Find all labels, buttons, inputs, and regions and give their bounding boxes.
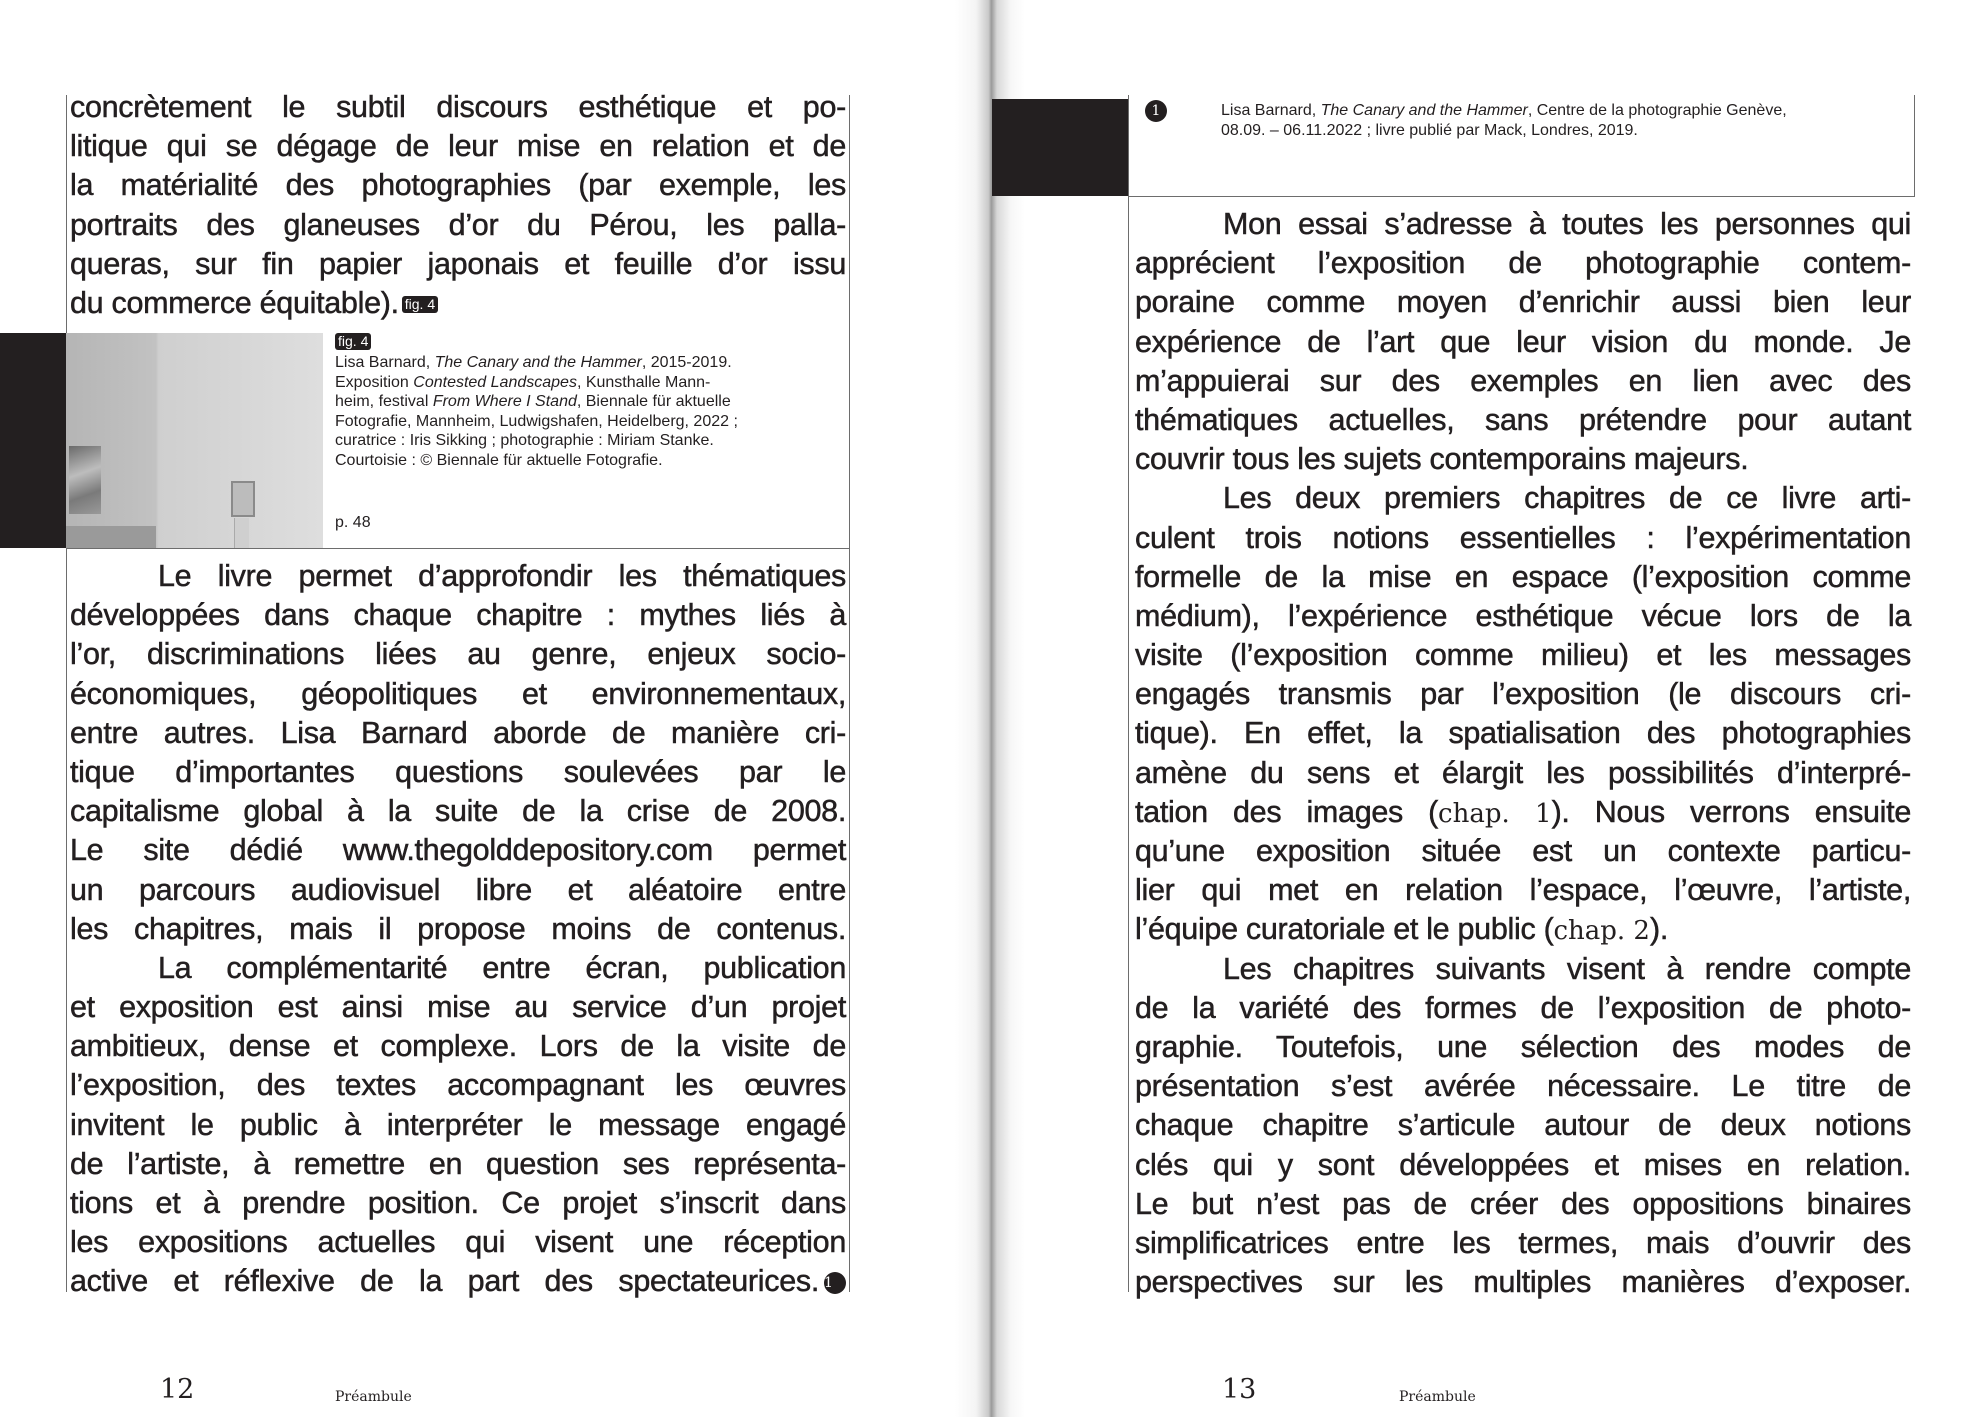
footnote-right-rule xyxy=(1914,95,1915,196)
text-line: chaque chapitre s’articule autour de deux notions xyxy=(1135,1108,1911,1143)
caption-text: Lisa Barnard, xyxy=(335,354,435,371)
caption-text: 08.09. – 06.11.2022 ; livre publié par Mack, Londres, 2019. xyxy=(1221,121,1638,139)
text-line: queras, sur fin papier japonais et feuille d’or issu xyxy=(70,246,846,281)
left-margin-rule xyxy=(1128,95,1129,1292)
black-margin-block xyxy=(992,99,1128,196)
caption-text: Fotografie, Mannheim, Ludwigshafen, Heidelberg, 2022 ; xyxy=(335,412,738,430)
text-line: présentation s’est avérée nécessaire. Le titre de xyxy=(1135,1069,1911,1104)
text-line: Le but n’est pas de créer des oppositions binaires xyxy=(1135,1186,1911,1221)
caption-lines xyxy=(335,353,835,471)
footnote-marker: 1 xyxy=(824,1272,846,1294)
text-line: de l’artiste, à remettre en question ses représenta- xyxy=(70,1146,846,1181)
text-line: litique qui se dégage de leur mise en relation et de xyxy=(70,129,846,164)
text-line: ambitieux, dense et complexe. Lors de la visite de xyxy=(70,1029,846,1064)
caption-text: heim, festival xyxy=(335,393,433,411)
text-line: l’exposition, des textes accompagnant les œuvres xyxy=(70,1068,846,1103)
italic-title: The Canary and the Hammer xyxy=(1320,102,1528,119)
text-line: formelle de la mise en espace (l’exposition comme xyxy=(1135,559,1911,594)
italic-title: The Canary and the Hammer xyxy=(434,354,642,371)
caption-line xyxy=(335,392,835,412)
photo-floor xyxy=(66,526,156,548)
text-line: économiques, géopolitiques et environnementaux, xyxy=(70,676,846,711)
text-line: développées dans chaque chapitre : mythes liés à xyxy=(70,598,846,633)
text-line: expérience de l’art que leur vision du monde. Je xyxy=(1135,324,1911,359)
photo-framed-print xyxy=(231,481,255,517)
photo-plinth xyxy=(234,518,249,548)
caption-text: , Kunsthalle Mann- xyxy=(576,373,711,391)
left-margin-rule xyxy=(66,95,67,1292)
footnote xyxy=(1151,101,1911,140)
text-line: l’or, discriminations liées au genre, enjeux socio- xyxy=(70,637,846,672)
footnote-text xyxy=(1221,101,1911,140)
right-body-text xyxy=(1135,205,1911,1302)
text-line: active et réflexive de la part des spectateurices. 1 xyxy=(70,1262,846,1301)
page-number: 12 xyxy=(160,1374,195,1405)
figure-4-caption xyxy=(335,333,835,531)
text-line: les chapitres, mais il propose moins de contenus. xyxy=(70,911,846,946)
text-line: thématiques actuelles, sans prétendre pour autant xyxy=(1135,402,1911,437)
text-line: du commerce équitable). fig. 4 xyxy=(70,284,846,323)
caption-line xyxy=(1221,121,1911,141)
text-line: tique). En effet, la spatialisation des photographies xyxy=(1135,716,1911,751)
italic-title: From Where I Stand xyxy=(432,393,577,411)
text-line: l’équipe curatoriale et le public (chap. 2). xyxy=(1135,912,1668,947)
italic-title: Contested Landscapes xyxy=(413,373,577,391)
text-line: Le site dédié www.thegolddepository.com permet xyxy=(70,833,846,868)
text-line: lier qui met en relation l’espace, l’œuvre, l’artiste, xyxy=(1135,873,1911,908)
chapter-reference: chap. 2 xyxy=(1553,916,1650,947)
text-line: Le livre permet d’approfondir les thématiques xyxy=(158,559,846,593)
caption-text: , Biennale für aktuelle xyxy=(576,393,731,411)
text-line: tions et à prendre position. Ce projet s’inscrit dans xyxy=(70,1186,846,1220)
black-margin-block xyxy=(0,333,66,548)
text-line: Les deux premiers chapitres de ce livre arti- xyxy=(1223,481,1911,516)
text-line: perspectives sur les multiples manières d’exposer. xyxy=(1135,1265,1911,1300)
text-line: la matérialité des photographies (par exemple, les xyxy=(70,168,846,203)
text-line: visite (l’exposition comme milieu) et les messages xyxy=(1135,638,1911,673)
figure-reference-badge: fig. 4 xyxy=(402,296,438,313)
caption-text: , Centre de la photographie Genève, xyxy=(1527,102,1787,119)
caption-line xyxy=(335,431,835,451)
caption-text: , 2015-2019. xyxy=(641,354,732,371)
text-line: tation des images (chap. 1). Nous verrons ensuite xyxy=(1135,794,1911,829)
caption-line xyxy=(335,353,835,373)
page-number: 13 xyxy=(1222,1374,1257,1405)
left-top-text xyxy=(70,88,846,323)
page-reference: p. 48 xyxy=(335,514,371,531)
text-line: amène du sens et élargit les possibilités d’interpré- xyxy=(1135,755,1911,790)
text-line: graphie. Toutefois, une sélection des modes de xyxy=(1135,1029,1911,1064)
figure-4-photo xyxy=(66,333,323,548)
caption-line xyxy=(335,373,835,393)
book-spine-shadow xyxy=(955,0,1025,1417)
text-line: concrètement le subtil discours esthétique et po- xyxy=(70,90,846,124)
text-line: entre autres. Lisa Barnard aborde de manière cri- xyxy=(70,715,846,750)
caption-line xyxy=(335,412,835,432)
text-line: portraits des glaneuses d’or du Pérou, les palla- xyxy=(70,207,846,242)
text-line: et exposition est ainsi mise au service d’un projet xyxy=(70,990,846,1025)
text-line: qu’une exposition située est un contexte particu- xyxy=(1135,834,1911,868)
caption-text: curatrice : Iris Sikking ; photographie : Miriam Stanke. xyxy=(335,432,714,450)
text-line: simplificatrices entre les termes, mais d’ouvrir des xyxy=(1135,1225,1911,1260)
running-head: Préambule xyxy=(335,1389,412,1405)
text-line: couvrir tous les sujets contemporains majeurs. xyxy=(1135,442,1749,477)
text-line: médium), l’expérience esthétique vécue lors de la xyxy=(1135,598,1911,633)
running-head: Préambule xyxy=(1399,1389,1476,1405)
right-margin-rule xyxy=(849,95,850,1292)
text-line: clés qui y sont développées et mises en relation. xyxy=(1135,1147,1911,1182)
text-line: apprécient l’exposition de photographie contem- xyxy=(1135,246,1911,281)
text-line: La complémentarité entre écran, publication xyxy=(158,950,846,985)
caption-line xyxy=(1221,101,1911,121)
text-line: poraine comme moyen d’enrichir aussi bien leur xyxy=(1135,285,1911,320)
text-line: culent trois notions essentielles : l’expérimentation xyxy=(1135,520,1911,555)
text-line: capitalisme global à la suite de la crise de 2008. xyxy=(70,794,846,829)
footnote-marker: 1 xyxy=(1145,100,1167,122)
caption-text: Exposition xyxy=(335,373,414,391)
text-line: un parcours audiovisuel libre et aléatoire entre xyxy=(70,872,846,907)
footnote-bottom-rule xyxy=(1128,196,1915,197)
chapter-reference: chap. 1 xyxy=(1438,798,1552,829)
text-line: Les chapitres suivants visent à rendre compte xyxy=(1223,951,1911,986)
text-line: engagés transmis par l’exposition (le discours cri- xyxy=(1135,677,1911,712)
text-line: de la variété des formes de l’exposition de photo- xyxy=(1135,990,1911,1025)
text-line: les expositions actuelles qui visent une réception xyxy=(70,1225,846,1260)
caption-text: Courtoisie : © Biennale für aktuelle Fotografie. xyxy=(335,451,663,469)
text-line: m’appuierai sur des exemples en lien avec des xyxy=(1135,363,1911,398)
caption-line xyxy=(335,451,835,471)
photo-artwork-left xyxy=(69,446,101,514)
figure-bottom-rule xyxy=(66,548,850,549)
figure-badge: fig. 4 xyxy=(335,333,371,350)
text-line: tique d’importantes questions soulevées par le xyxy=(70,754,846,789)
text-line: Mon essai s’adresse à toutes les personnes qui xyxy=(1223,207,1911,241)
left-body-text xyxy=(70,557,846,1302)
caption-text: Lisa Barnard, xyxy=(1221,102,1321,119)
text-line: invitent le public à interpréter le message engagé xyxy=(70,1107,846,1142)
